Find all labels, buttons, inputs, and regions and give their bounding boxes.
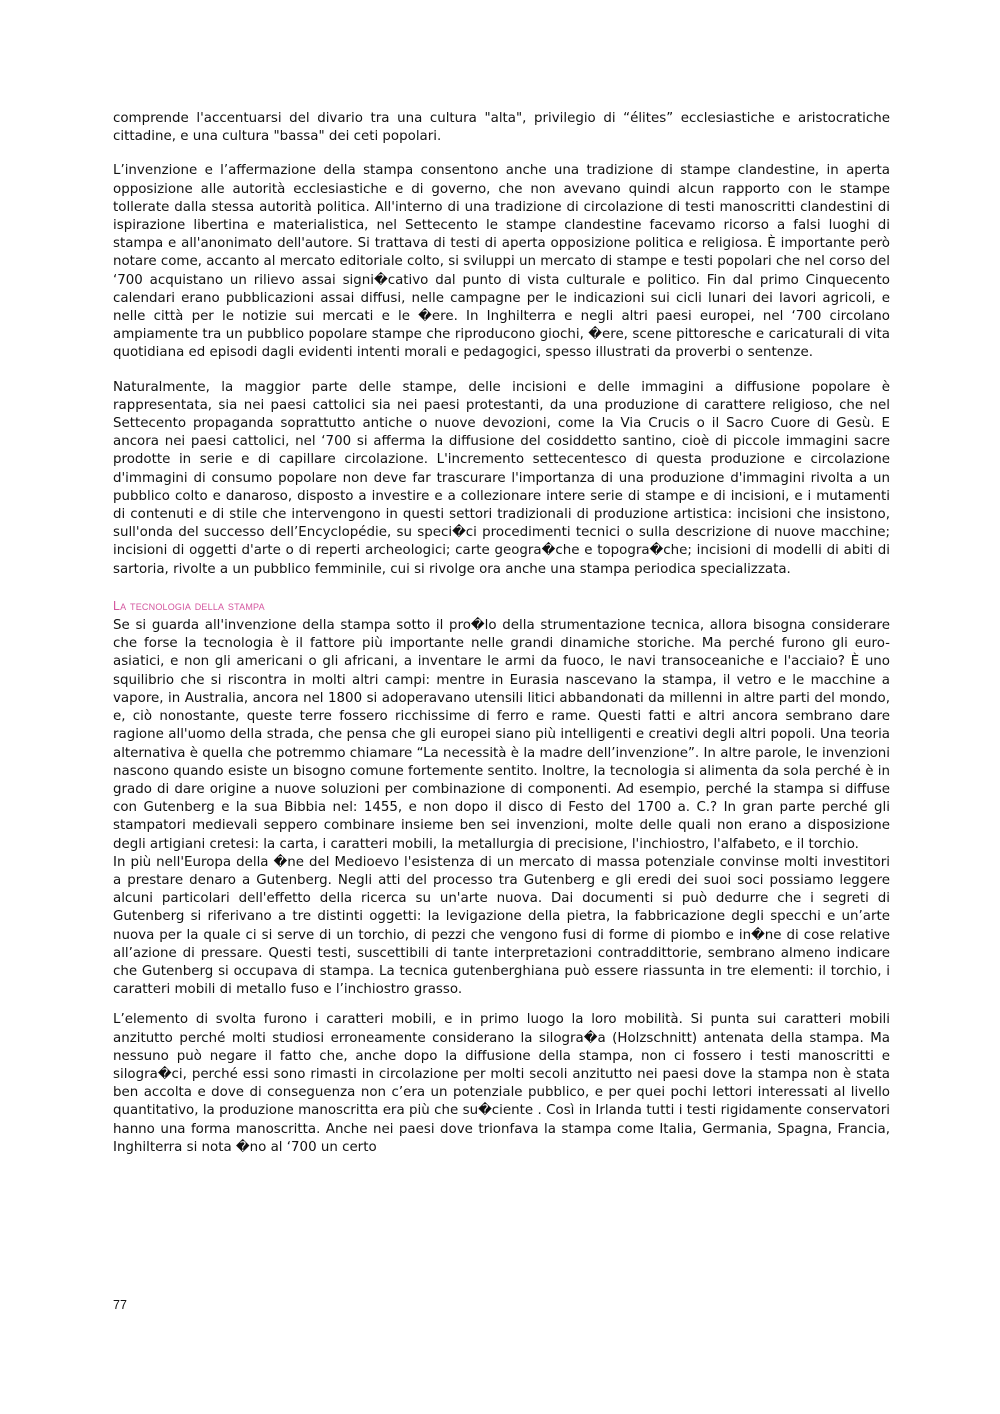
paragraph-6: L’elemento di svolta furono i caratteri mobili, e in primo luogo la loro mobilità. Si punta sui caratteri mobili anzitutto perché molti studiosi erroneamente considerano la silogra�a (Holzschnitt) antenata della stampa. Ma nessuno può negare il fatto che, anche dopo la diffusione della stampa, non ci fossero i testi manoscritti e silogra�ci, perché essi sono rimasti in circolazione per molti secoli anzitutto nei paesi dove la stampa non è stata ben accolta e dove di conseguenza non c’era un potenziale pubblico, e per quei pochi lettori interessati al livello quantitativo, la produzione manoscritta era più che su�ciente . Così in Irlanda tutti i testi rigidamente conservatori hanno una forma manoscritta. Anche nei paesi dove trionfava la stampa come Italia, Germania, Spagna, Francia, Inghilterra si nota �no al ‘700 un certo <box>113 1012 890 1155</box>
section-heading: La tecnologia della stampa <box>113 598 265 613</box>
document-body <box>113 110 890 1157</box>
paragraph-2: L’invenzione e l’affermazione della stampa consentono anche una tradizione di stampe clandestine, in aperta opposizione alle autorità ecclesiastiche e di governo, che non avevano quindi alcun rapporto con le stampe tollerate dalla stessa autorità politica. All'interno di una tradizione di circolazione di testi manoscritti clandestini di ispirazione libertina e materialistica, nel Settecento le stampe clandestine facevamo ricorso a falsi luoghi di stampa e all'anonimato dell'autore. Si trattava di testi di aperta opposizione politica e religiosa. È importante però notare come, accanto al mercato editoriale colto, si sviluppi un mercato di stampe e testi popolari che nel corso del ‘700 acquistano un rilievo assai signi�cativo dal punto di vista culturale e politico. Fin dal primo Cinquecento calendari erano pubblicazioni assai diffusi, nelle campagne per le indicazioni sui cicli lunari dei lavori agricoli, e nelle città per le notizie sui mercati e le �ere. In Inghilterra e negli altri paesi europei, nel ‘700 circolano ampiamente tra un pubblico popolare stampe che riproducono giochi, �ere, scene pittoresche e caricaturali di vita quotidiana ed episodi dagli evidenti intenti morali e pedagogici, spesso illustrati da proverbi o sentenze. <box>113 163 890 361</box>
paragraph-4: Se si guarda all'invenzione della stampa sotto il pro�lo della strumentazione tecnica, allora bisogna considerare che forse la tecnologia è il fattore più importante nelle grandi dinamiche storiche. Ma perché furono gli euro-asiatici, e non gli americani o gli africani, a inventare le armi da fuoco, le navi transoceaniche e l'acciaio? È uno squilibrio che si riscontra in molti altri campi: mentre in Eurasia nascevano la stampa, il vetro e le macchine a vapore, in Australia, ancora nel 1800 si adoperavano utensili litici abbandonati da millenni in altre parti del mondo, e, ciò nonostante, queste terre fossero ricchissime di ferro e rame. Questi fatti e altri ancora sembrano dare ragione all'uomo della strada, che pensa che gli europei siano più intelligenti e creativi degli altri popoli. Una teoria alternativa è quella che potremmo chiamare “La necessità è la madre dell’invenzione”. In altre parole, le invenzioni nascono quando esiste un bisogno comune fortemente sentito. Inoltre, la tecnologia si alimenta da sola perché è in grado di dare origine a nuove soluzioni per combinazione di componenti. Ad esempio, perché la stampa si diffuse con Gutenberg e la sua Bibbia nel: 1455, e non dopo il disco di Festo del 1700 a. C.? In gran parte perché gli stampatori medievali seppero combinare insieme ben sei invenzioni, molte delle quali non erano a disposizione degli artigiani cretesi: la carta, i caratteri mobili, la metallurgia di precisione, l'inchiostro, l'alfabeto, e il torchio. <box>113 618 890 852</box>
page-number: 77 <box>113 1298 127 1312</box>
paragraph-5: In più nell'Europa della �ne del Medioevo l'esistenza di un mercato di massa potenziale convinse molti investitori a prestare denaro a Gutenberg. Negli atti del processo tra Gutenberg e gli eredi dei suoi soci possiamo leggere alcuni particolari dell'effetto della ricerca su un'arte nuova. Dai documenti si può dedurre che i segreti di Gutenberg si riferivano a tre distinti oggetti: la levigazione della pietra, la fabbricazione degli specchi e un’arte nuova per la quale ci si serve di un torchio, di pezzi che vengono fusi di forme di piombo e in�ne di cose relative all’azione di pressare. Questi testi, suscettibili di tante interpretazioni contraddittorie, sembrano almeno indicare che Gutenberg si occupava di stampa. La tecnica gutenberghiana può essere riassunta in tre elementi: il torchio, i caratteri mobili di metallo fuso e l’inchiostro grasso. <box>113 854 890 998</box>
paragraph-3: Naturalmente, la maggior parte delle stampe, delle incisioni e delle immagini a diffusione popolare è rappresentata, sia nei paesi cattolici sia nei paesi protestanti, da una produzione di carattere religioso, che nel Settecento propaganda soprattutto antiche o nuove devozioni, come la Via Crucis o il Sacro Cuore di Gesù. E ancora nei paesi cattolici, nel ‘700 si afferma la diffusione del cosiddetto santino, cioè di piccole immagini sacre prodotte in serie e di capillare circolazione. L'incremento settecentesco di questa produzione e circolazione d'immagini di consumo popolare non deve far trascurare l'importanza di una produzione d'immagini rivolta a un pubblico colto e danaroso, disposto a investire e a collezionare intere serie di stampe e di incisioni, e i mutamenti di contenuti e di stile che intervengono in questi settori tradizionali di produzione artistica: incisioni che insistono, sull'onda del successo dell’Encyclopédie, su speci�ci procedimenti tecnici o sulla descrizione di nuove macchine; incisioni di oggetti d'arte o di reperti archeologici; carte geogra�che e topogra�che; incisioni di modelli di abiti di sartoria, rivolte a un pubblico femminile, cui si rivolge ora anche una stampa periodica specializzata. <box>113 379 890 577</box>
paragraph-1: comprende l'accentuarsi del divario tra una cultura "alta", privilegio di “élites” ecclesiastiche e aristocratiche cittadine, e una cultura "bassa" dei ceti popolari. <box>113 111 890 145</box>
